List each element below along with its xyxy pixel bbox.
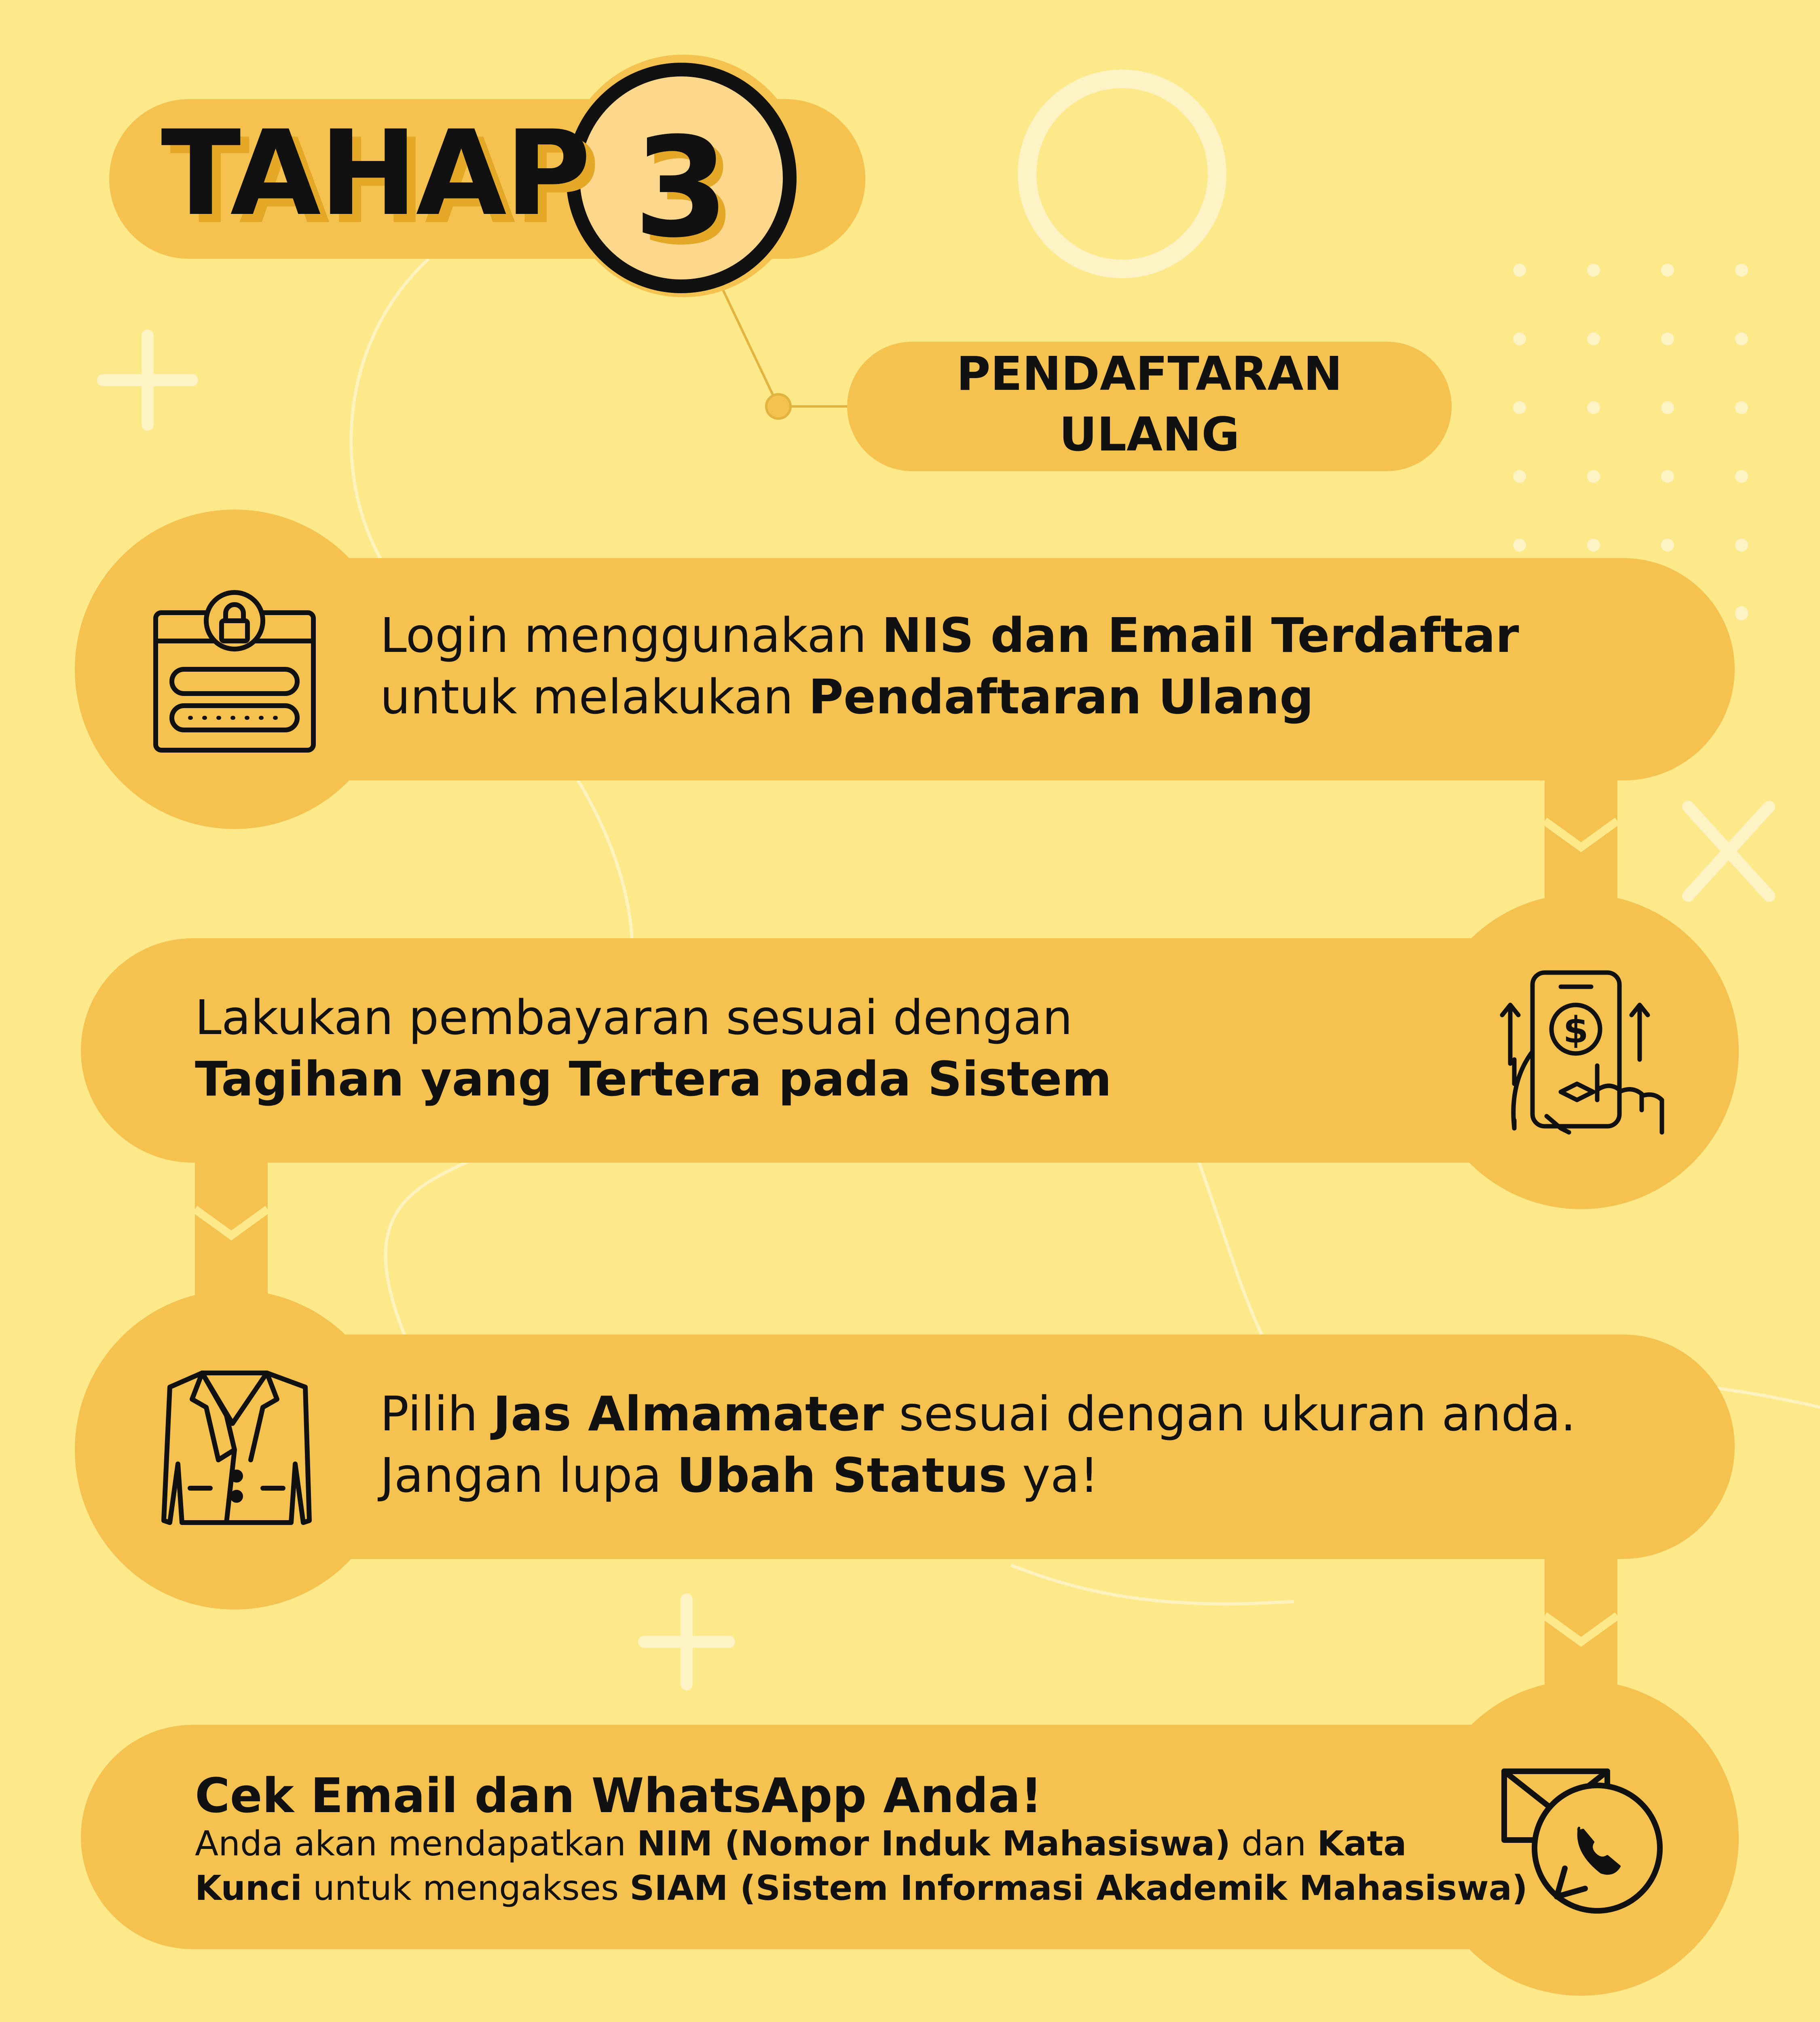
step-1-text [380, 605, 1553, 728]
dot-decoration [1735, 470, 1748, 483]
step-3-line-1 [380, 1383, 1674, 1445]
text-segment: sesuai dengan ukuran anda. [884, 1386, 1576, 1442]
dot-decoration [1661, 264, 1674, 277]
step-2-text [195, 987, 1368, 1110]
text-segment-bold: Kata [1317, 1824, 1407, 1864]
text-segment: untuk melakukan [380, 669, 809, 725]
step-2-line-1 [195, 987, 1368, 1048]
step-3-line-2 [380, 1445, 1674, 1506]
step-1-line-2 [380, 666, 1553, 728]
text-segment: Pilih [380, 1386, 493, 1442]
text-segment-bold: NIS dan Email Terdaftar [881, 607, 1519, 663]
step-4-line-2 [195, 1866, 1529, 1911]
ring-decoration [1027, 79, 1217, 269]
step-3-text [380, 1383, 1674, 1506]
step-4-text [195, 1822, 1529, 1911]
text-segment-bold: SIAM (Sistem Informasi Akademik Mahasiswa) [630, 1868, 1528, 1908]
dot-decoration [1735, 606, 1748, 619]
step-number: 3 [633, 108, 729, 268]
dot-decoration [1587, 332, 1600, 345]
text-segment-bold: Jas Almamater [493, 1386, 884, 1442]
step-4-line-1 [195, 1822, 1529, 1866]
dot-decoration [1513, 539, 1526, 552]
dot-decoration [1735, 264, 1748, 277]
text-segment-bold: Pendaftaran Ulang [808, 669, 1314, 725]
dot-decoration [1735, 332, 1748, 345]
text-segment: ya! [1007, 1447, 1099, 1503]
dot-decoration [1513, 332, 1526, 345]
page-title: TAHAP [161, 106, 590, 242]
dot-decoration [1587, 264, 1600, 277]
text-segment-bold: Ubah Status [676, 1447, 1007, 1503]
text-segment-bold: Kunci [195, 1868, 302, 1908]
text-segment: untuk mengakses [302, 1868, 630, 1908]
text-segment: Login menggunakan [380, 607, 882, 663]
dot-decoration [1513, 470, 1526, 483]
text-segment-bold: NIM (Nomor Induk Mahasiswa) [636, 1824, 1231, 1864]
dot-decoration [1587, 401, 1600, 414]
step-2-line-2 [195, 1048, 1368, 1110]
page-subtitle [847, 344, 1452, 465]
dot-decoration [1513, 264, 1526, 277]
text-segment: dan [1230, 1824, 1317, 1864]
text-segment: Anda akan mendapatkan [195, 1824, 637, 1864]
dot-decoration [1587, 539, 1600, 552]
subtitle-line-1: PENDAFTARAN [956, 347, 1342, 401]
text-segment-bold: Tagihan yang Tertera pada Sistem [195, 1051, 1112, 1107]
step-4-heading: Cek Email dan WhatsApp Anda! [195, 1768, 1042, 1823]
svg-text:$: $ [1563, 1009, 1589, 1051]
subtitle-line-2: ULANG [1059, 408, 1240, 462]
text-segment: Lakukan pembayaran sesuai dengan [195, 990, 1073, 1045]
dot-decoration [1513, 401, 1526, 414]
dot-decoration [1661, 332, 1674, 345]
dot-decoration [1661, 539, 1674, 552]
dot-decoration [1661, 401, 1674, 414]
dot-decoration [1735, 401, 1748, 414]
dot-decoration [1587, 470, 1600, 483]
dot-decoration [1735, 539, 1748, 552]
text-segment: Jangan lupa [380, 1447, 677, 1503]
dot-decoration [1661, 470, 1674, 483]
step-1-line-1 [380, 605, 1553, 666]
